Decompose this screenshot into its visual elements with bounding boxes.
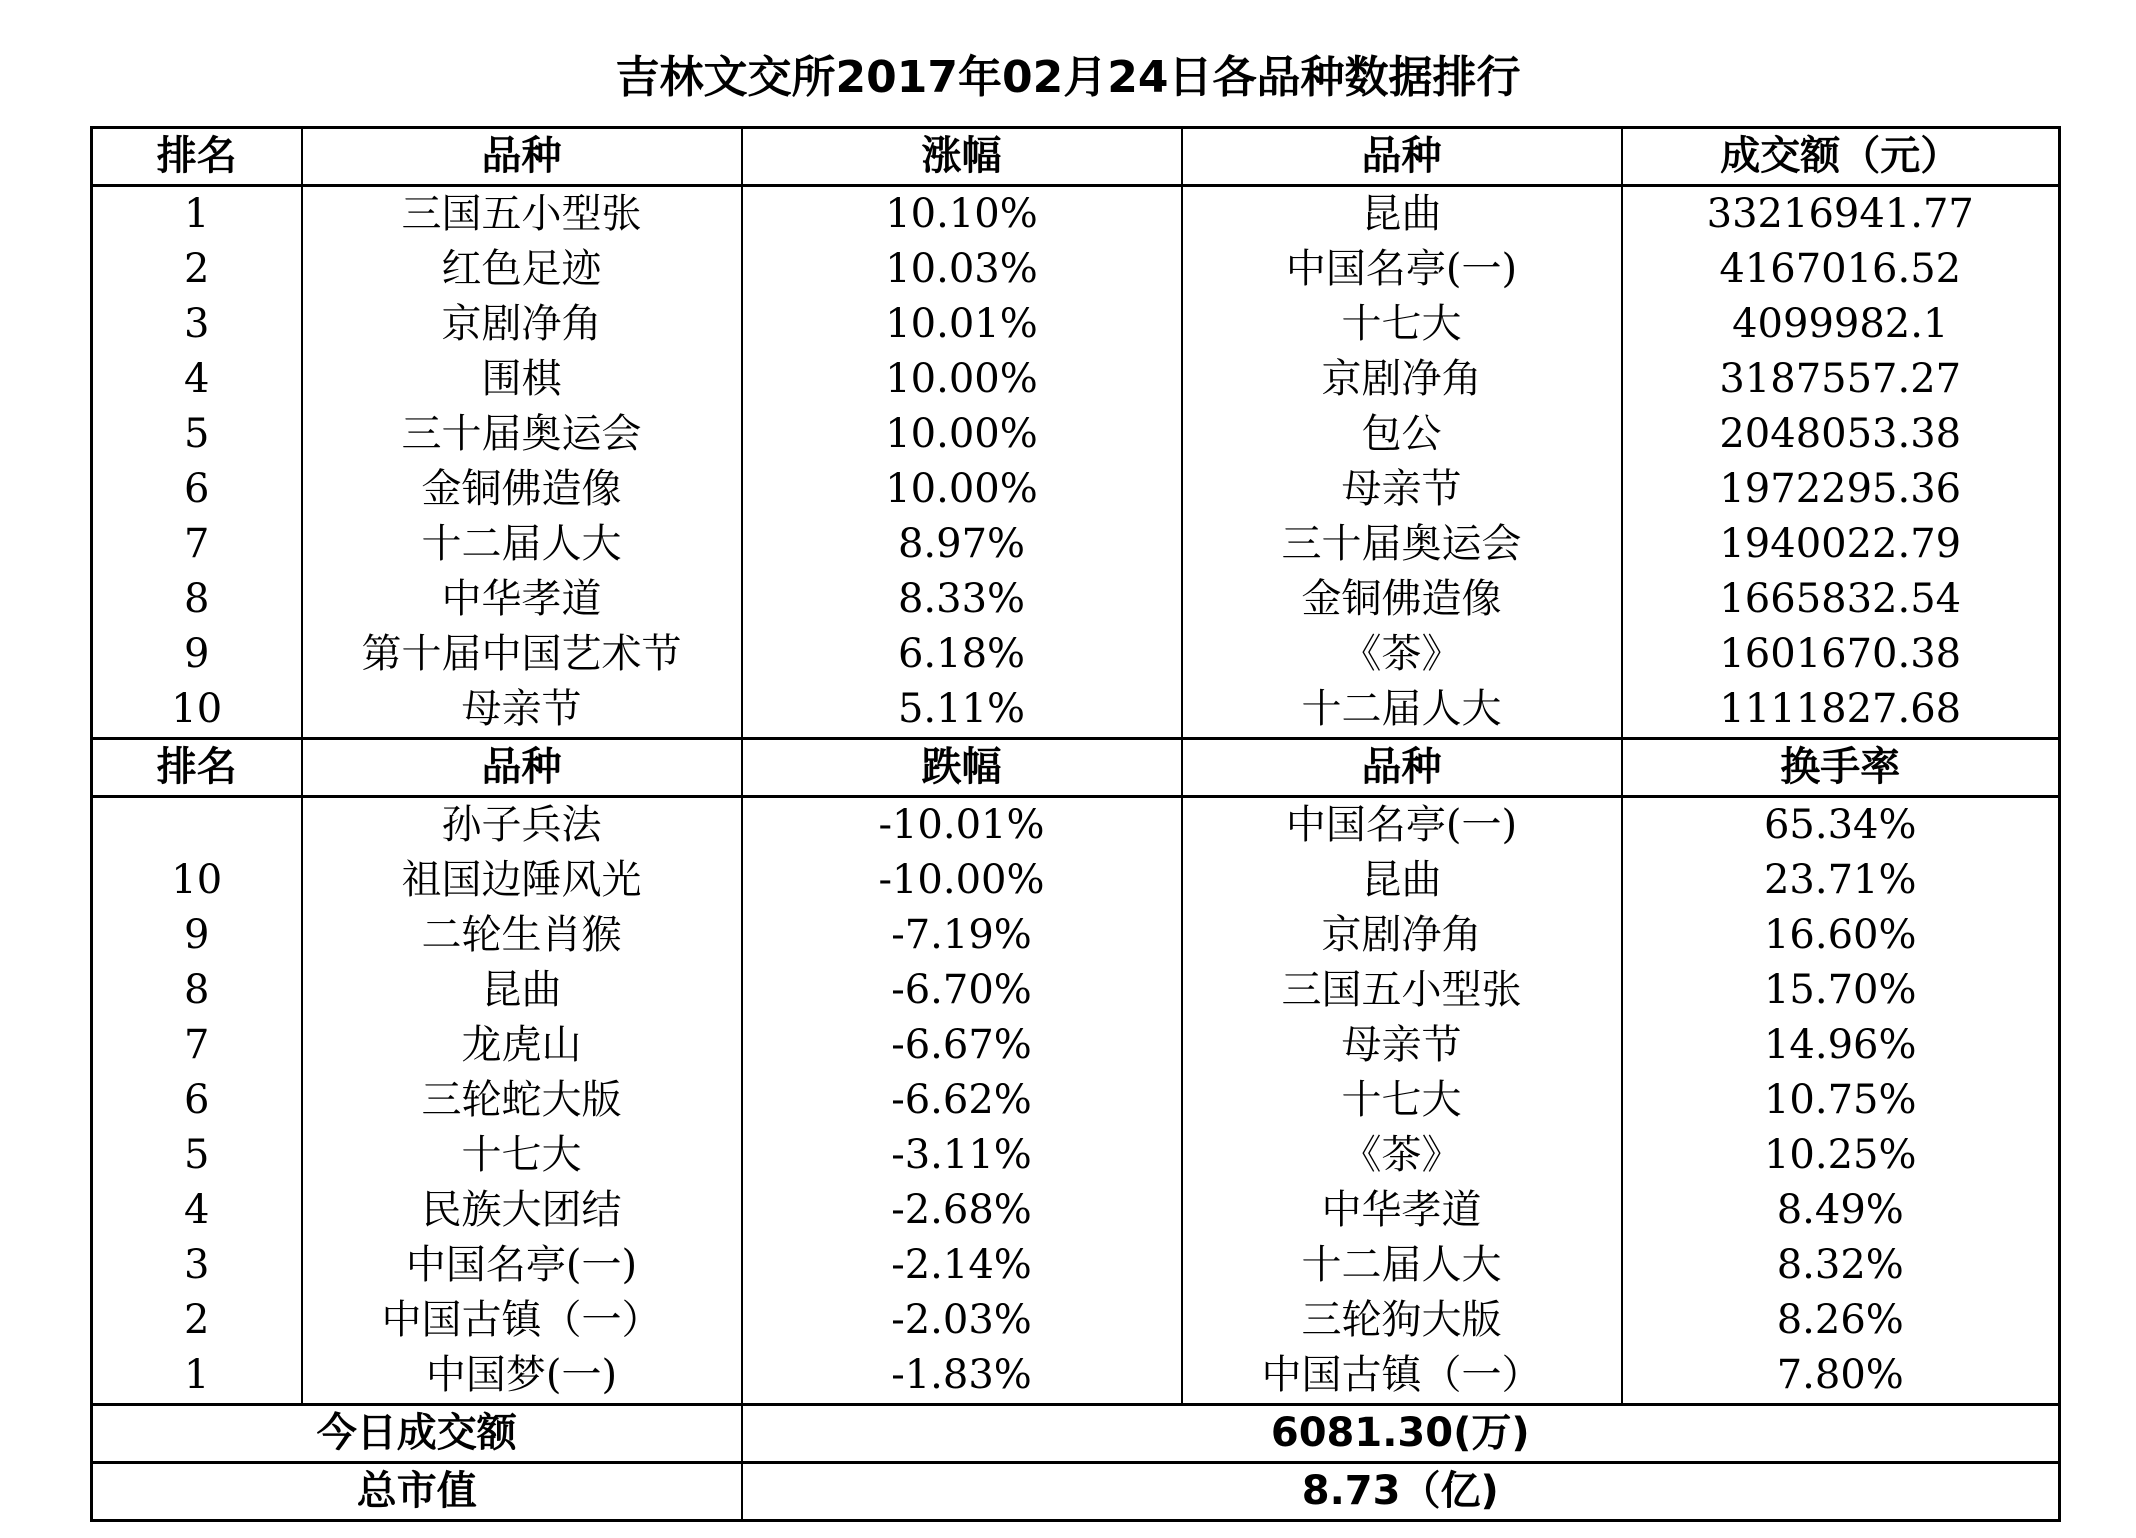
variety-cell: 民族大团结 [302, 1183, 742, 1238]
turnover-value: 6081.30(万) [742, 1405, 2060, 1463]
variety-cell-2: 京剧净角 [1182, 908, 1622, 963]
change-cell: -2.68% [742, 1183, 1182, 1238]
table-row [92, 462, 2060, 517]
metric-cell: 8.32% [1622, 1238, 2060, 1293]
variety-cell-2: 昆曲 [1182, 186, 1622, 243]
table-row [92, 853, 2060, 908]
rank-cell: 2 [92, 242, 302, 297]
metric-cell: 1601670.38 [1622, 627, 2060, 682]
variety-cell: 祖国边陲风光 [302, 853, 742, 908]
table-row [92, 682, 2060, 739]
losers-header-row [92, 739, 2060, 797]
variety-cell-2: 母亲节 [1182, 1018, 1622, 1073]
change-cell: -1.83% [742, 1348, 1182, 1405]
table-row [92, 352, 2060, 407]
change-cell: -10.01% [742, 797, 1182, 854]
variety-cell-2: 《茶》 [1182, 1128, 1622, 1183]
metric-cell: 10.75% [1622, 1073, 2060, 1128]
ranking-table [90, 126, 2061, 1522]
change-cell: -6.62% [742, 1073, 1182, 1128]
variety-cell-2: 金铜佛造像 [1182, 572, 1622, 627]
rank-cell: 1 [92, 1348, 302, 1405]
metric-cell: 15.70% [1622, 963, 2060, 1018]
metric-cell: 14.96% [1622, 1018, 2060, 1073]
metric-cell: 2048053.38 [1622, 407, 2060, 462]
variety-cell: 京剧净角 [302, 297, 742, 352]
variety-cell-2: 三国五小型张 [1182, 963, 1622, 1018]
rank-cell: 6 [92, 462, 302, 517]
variety-cell-2: 十二届人大 [1182, 1238, 1622, 1293]
metric-cell: 4167016.52 [1622, 242, 2060, 297]
variety-cell: 中国名亭(一) [302, 1238, 742, 1293]
rank-cell: 9 [92, 627, 302, 682]
rank-cell: 5 [92, 1128, 302, 1183]
table-row [92, 1183, 2060, 1238]
variety-cell-2: 《茶》 [1182, 627, 1622, 682]
variety-cell-2: 十二届人大 [1182, 682, 1622, 739]
gainers-change-header: 涨幅 [742, 128, 1182, 186]
variety-cell-2: 三十届奥运会 [1182, 517, 1622, 572]
gainers-metric-header: 成交额（元） [1622, 128, 2060, 186]
rank-cell: 4 [92, 352, 302, 407]
variety-cell: 二轮生肖猴 [302, 908, 742, 963]
gainers-header-row [92, 128, 2060, 186]
table-row [92, 517, 2060, 572]
change-cell: 6.18% [742, 627, 1182, 682]
variety-cell-2: 中华孝道 [1182, 1183, 1622, 1238]
variety-cell: 金铜佛造像 [302, 462, 742, 517]
gainers-rank-header: 排名 [92, 128, 302, 186]
losers-variety-header: 品种 [302, 739, 742, 797]
variety-cell: 十二届人大 [302, 517, 742, 572]
rank-cell: 6 [92, 1073, 302, 1128]
metric-cell: 4099982.1 [1622, 297, 2060, 352]
rank-cell: 10 [92, 853, 302, 908]
losers-change-header: 跌幅 [742, 739, 1182, 797]
metric-cell: 8.26% [1622, 1293, 2060, 1348]
losers-rank-header: 排名 [92, 739, 302, 797]
table-row [92, 242, 2060, 297]
change-cell: 8.33% [742, 572, 1182, 627]
metric-cell: 10.25% [1622, 1128, 2060, 1183]
table-row [92, 797, 2060, 854]
change-cell: -7.19% [742, 908, 1182, 963]
change-cell: 10.01% [742, 297, 1182, 352]
table-row [92, 1073, 2060, 1128]
variety-cell-2: 中国名亭(一) [1182, 242, 1622, 297]
variety-cell-2: 包公 [1182, 407, 1622, 462]
change-cell: 10.00% [742, 462, 1182, 517]
metric-cell: 1111827.68 [1622, 682, 2060, 739]
change-cell: 10.00% [742, 407, 1182, 462]
rank-cell: 3 [92, 1238, 302, 1293]
metric-cell: 23.71% [1622, 853, 2060, 908]
variety-cell: 龙虎山 [302, 1018, 742, 1073]
change-cell: -6.70% [742, 963, 1182, 1018]
rank-cell: 5 [92, 407, 302, 462]
market-cap-value: 8.73（亿) [742, 1463, 2060, 1521]
variety-cell: 三国五小型张 [302, 186, 742, 243]
change-cell: 10.10% [742, 186, 1182, 243]
turnover-row [92, 1405, 2060, 1463]
variety-cell: 十七大 [302, 1128, 742, 1183]
table-row [92, 1293, 2060, 1348]
losers-variety-header-2: 品种 [1182, 739, 1622, 797]
variety-cell: 母亲节 [302, 682, 742, 739]
rank-cell: 3 [92, 297, 302, 352]
variety-cell-2: 京剧净角 [1182, 352, 1622, 407]
variety-cell-2: 昆曲 [1182, 853, 1622, 908]
rank-cell: 7 [92, 1018, 302, 1073]
change-cell: 5.11% [742, 682, 1182, 739]
market-cap-label: 总市值 [92, 1463, 742, 1521]
variety-cell-2: 十七大 [1182, 1073, 1622, 1128]
table-row [92, 297, 2060, 352]
metric-cell: 7.80% [1622, 1348, 2060, 1405]
table-row [92, 1018, 2060, 1073]
metric-cell: 8.49% [1622, 1183, 2060, 1238]
table-row [92, 963, 2060, 1018]
rank-cell: 10 [92, 682, 302, 739]
change-cell: 8.97% [742, 517, 1182, 572]
change-cell: -2.03% [742, 1293, 1182, 1348]
change-cell: 10.03% [742, 242, 1182, 297]
variety-cell: 围棋 [302, 352, 742, 407]
change-cell: -2.14% [742, 1238, 1182, 1293]
variety-cell: 中国梦(一) [302, 1348, 742, 1405]
table-row [92, 186, 2060, 243]
variety-cell: 孙子兵法 [302, 797, 742, 854]
turnover-label: 今日成交额 [92, 1405, 742, 1463]
variety-cell: 第十届中国艺术节 [302, 627, 742, 682]
page-title: 吉林文交所2017年02月24日各品种数据排行 [615, 52, 1521, 103]
metric-cell: 16.60% [1622, 908, 2060, 963]
gainers-variety-header-2: 品种 [1182, 128, 1622, 186]
variety-cell: 昆曲 [302, 963, 742, 1018]
table-row [92, 572, 2060, 627]
rank-cell: 7 [92, 517, 302, 572]
variety-cell: 红色足迹 [302, 242, 742, 297]
change-cell: 10.00% [742, 352, 1182, 407]
variety-cell: 中华孝道 [302, 572, 742, 627]
change-cell: -6.67% [742, 1018, 1182, 1073]
rank-cell: 2 [92, 1293, 302, 1348]
gainers-variety-header: 品种 [302, 128, 742, 186]
variety-cell: 中国古镇（一） [302, 1293, 742, 1348]
market-cap-row [92, 1463, 2060, 1521]
change-cell: -3.11% [742, 1128, 1182, 1183]
rank-cell [92, 797, 302, 854]
table-row [92, 407, 2060, 462]
variety-cell-2: 中国名亭(一) [1182, 797, 1622, 854]
metric-cell: 33216941.77 [1622, 186, 2060, 243]
variety-cell-2: 中国古镇（一） [1182, 1348, 1622, 1405]
variety-cell: 三轮蛇大版 [302, 1073, 742, 1128]
metric-cell: 1665832.54 [1622, 572, 2060, 627]
table-row [92, 1348, 2060, 1405]
rank-cell: 1 [92, 186, 302, 243]
change-cell: -10.00% [742, 853, 1182, 908]
losers-metric-header: 换手率 [1622, 739, 2060, 797]
metric-cell: 1972295.36 [1622, 462, 2060, 517]
variety-cell-2: 三轮狗大版 [1182, 1293, 1622, 1348]
table-row [92, 908, 2060, 963]
rank-cell: 9 [92, 908, 302, 963]
metric-cell: 1940022.79 [1622, 517, 2060, 572]
table-row [92, 1238, 2060, 1293]
metric-cell: 65.34% [1622, 797, 2060, 854]
rank-cell: 4 [92, 1183, 302, 1238]
rank-cell: 8 [92, 963, 302, 1018]
table-row [92, 1128, 2060, 1183]
variety-cell-2: 母亲节 [1182, 462, 1622, 517]
table-row [92, 627, 2060, 682]
variety-cell: 三十届奥运会 [302, 407, 742, 462]
variety-cell-2: 十七大 [1182, 297, 1622, 352]
rank-cell: 8 [92, 572, 302, 627]
ranking-table-body [92, 128, 2060, 1521]
metric-cell: 3187557.27 [1622, 352, 2060, 407]
